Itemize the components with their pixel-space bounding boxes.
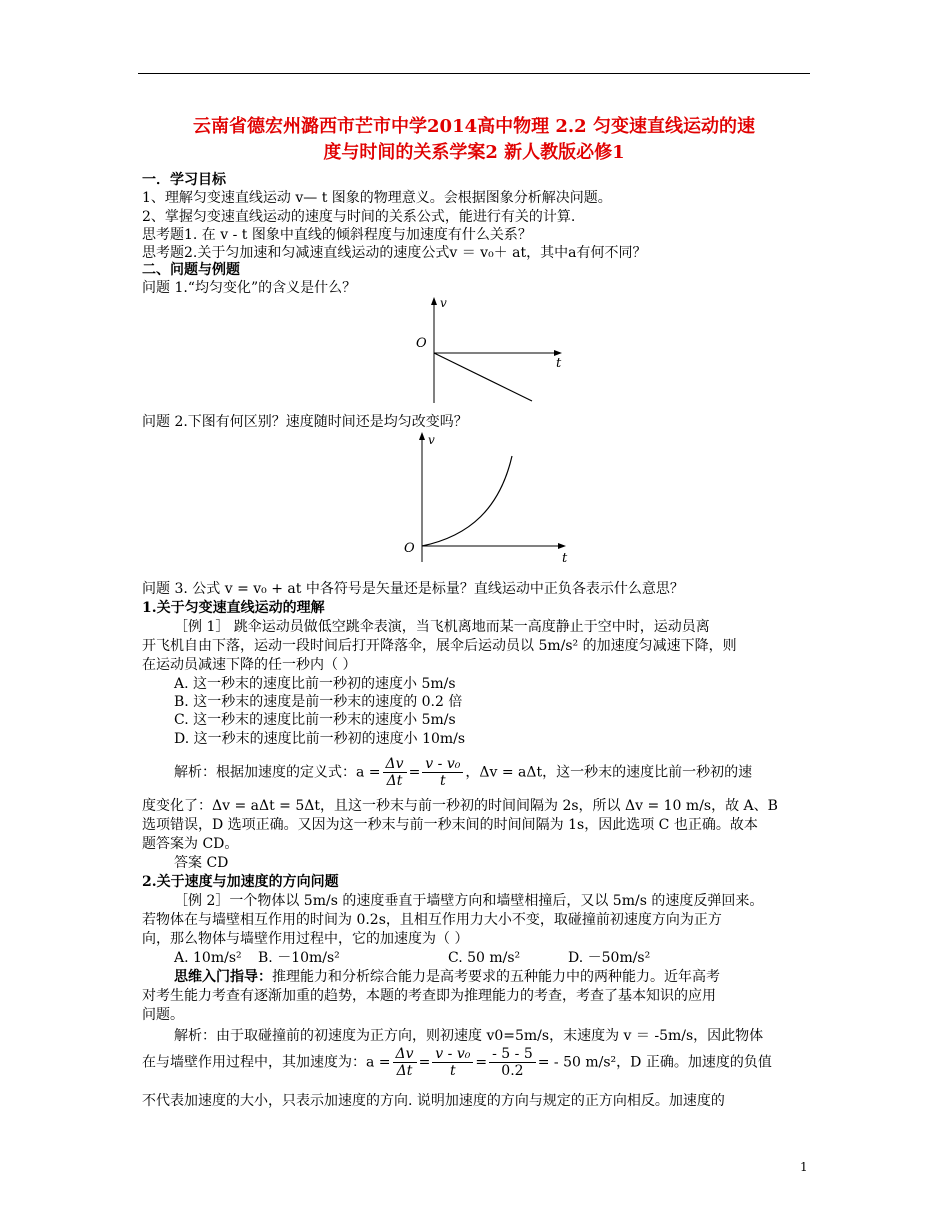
part-1-heading: 1.关于匀变速直线运动的理解	[142, 600, 325, 616]
fraction-numerator: Δv	[383, 756, 407, 773]
guide-label: 思维入门指导：	[174, 969, 272, 985]
header-rule	[138, 73, 810, 74]
fraction-numerator: Δv	[393, 1046, 417, 1063]
example-1-solution-4: 题答案为 CD。	[142, 836, 239, 852]
fraction-v-v0-t-2	[432, 1046, 473, 1079]
question-3: 问题 3. 公式 v = v₀ + at 中各符号是矢量还是标量？直线运动中正负各表示什么意思？	[142, 581, 684, 597]
example-1-solution-2: 度变化了：Δv = aΔt = 5Δt，且这一秒末与前一秒初的时间间隔为 2s，所以 Δv = 10 m/s，故 A、B	[142, 798, 778, 814]
section-heading-problems: 二、问题与例题	[142, 262, 240, 278]
fraction-denominator: Δt	[396, 1063, 413, 1079]
fraction-denominator: 0.2	[501, 1063, 524, 1079]
t-label-2: t	[562, 551, 568, 564]
example-2-option-a: A. 10m/s²	[174, 950, 242, 966]
example-1-line-2: 开飞机自由下落，运动一段时间后打开降落伞，展伞后运动员以 5m/s² 的加速度匀减速下降，则	[142, 638, 737, 654]
think-question-2: 思考题2.关于匀加速和匀减速直线运动的速度公式v ＝ v₀＋ at，其中a有何不同？	[142, 245, 647, 261]
example-1-option-a: A. 这一秒末的速度比前一秒初的速度小 5m/s	[174, 676, 456, 692]
guide-line-2: 对考生能力考查有逐渐加重的趋势，本题的考查即为推理能力的考查，考查了基本知识的应用	[142, 988, 716, 1004]
example-2-solution-2: 在与墙壁作用过程中，其加速度为：a = $\frac{\Delta v}{\Delta t}$ = $\frac{\text{v - v₀}}{t}$ = $\frac{- 5 - 5}{0.2}$ = - 50 m/s²，D 正确。加速度的负值	[142, 1046, 772, 1079]
solution-1-text-a: 解析：根据加速度的定义式：a =	[174, 764, 381, 781]
vt-graph-linear	[410, 295, 570, 405]
example-2-option-b: B. －10m/s²	[258, 950, 340, 966]
solution-2-text-a: 在与墙壁作用过程中，其加速度为：a =	[142, 1054, 391, 1071]
page-number: 1	[800, 1160, 808, 1174]
v-axis-arrow	[431, 297, 437, 305]
velocity-line	[434, 353, 532, 401]
example-1-solution-1: 解析：根据加速度的定义式：a = $\frac{\Delta v}{\Delta t}$ = $\frac{\text{v - v₀}}{t}$ ，Δv = aΔt，这一秒末的速度比前一秒初的速	[174, 756, 753, 789]
title-line-1: 云南省德宏州潞西市芒市中学2014高中物理 2.2 匀变速直线运动的速	[193, 116, 755, 137]
t-axis-arrow-2	[558, 543, 566, 549]
example-1-solution-3: 选项错误，D 选项正确。又因为这一秒末与前一秒末间的时间间隔为 1s，因此选项 C 也正确。故本	[142, 817, 758, 833]
example-2-solution-1: 解析：由于取碰撞前的初速度为正方向，则初速度 v0=5m/s，末速度为 v ＝ -5m/s，因此物体	[174, 1028, 764, 1044]
think-question-1: 思考题1. 在 v - t 图象中直线的倾斜程度与加速度有什么关系？	[142, 227, 532, 243]
goal-2: 2、掌握匀变速直线运动的速度与时间的关系公式，能进行有关的计算.	[142, 209, 576, 225]
velocity-curve	[422, 456, 512, 546]
v-label: v	[440, 296, 447, 310]
guide-text: 推理能力和分析综合能力是高考要求的五种能力中的两种能力。近年高考	[272, 969, 720, 985]
title-line-2: 度与时间的关系学案2 新人教版必修1	[323, 142, 625, 163]
fraction-denominator: t	[450, 1063, 456, 1079]
fraction-numerator: - 5 - 5	[489, 1046, 536, 1063]
example-1-option-c: C. 这一秒末的速度比前一秒末的速度小 5m/s	[174, 712, 456, 728]
v-label-2: v	[428, 433, 435, 447]
guide-line-1	[174, 968, 720, 986]
example-1-option-b: B. 这一秒末的速度是前一秒末的速度的 0.2 倍	[174, 694, 463, 710]
section-heading-goals: 一．学习目标	[142, 172, 226, 188]
fraction-numerator: v - v₀	[422, 756, 463, 773]
example-2-option-d: D. －50m/s²	[568, 950, 651, 966]
fraction-denominator: t	[440, 773, 446, 789]
question-2: 问题 2.下图有何区别？速度随时间还是均匀改变吗？	[142, 414, 468, 430]
goal-1: 1、理解匀变速直线运动 v— t 图象的物理意义。会根据图象分析解决问题。	[142, 190, 612, 206]
solution-1-text-b: ，Δv = aΔt，这一秒末的速度比前一秒初的速	[465, 764, 753, 781]
fraction-numerator: v - v₀	[432, 1046, 473, 1063]
document-title	[138, 114, 810, 166]
guide-line-3: 问题。	[142, 1007, 184, 1023]
question-1: 问题 1.“均匀变化”的含义是什么？	[142, 280, 357, 296]
example-1-answer: 答案 CD	[174, 855, 229, 871]
origin-label-2: O	[404, 541, 415, 556]
fraction-dv-dt-2	[393, 1046, 417, 1079]
part-2-heading: 2.关于速度与加速度的方向问题	[142, 874, 339, 890]
fraction-v-v0-t	[422, 756, 463, 789]
fraction-numeric	[489, 1046, 536, 1079]
example-2-line-2: 若物体在与墙壁相互作用的时间为 0.2s，且相互作用力大小不变，取碰撞前初速度方向为正方	[142, 912, 722, 928]
t-label: t	[556, 356, 562, 371]
example-2-line-3: 向，那么物体与墙壁作用过程中，它的加速度为（ ）	[142, 931, 469, 947]
example-1-option-d: D. 这一秒末的速度比前一秒初的速度小 10m/s	[174, 731, 466, 747]
example-1-line-3: 在运动员减速下降的任一秒内（ ）	[142, 657, 357, 673]
example-1-line-1: ［例 1］ 跳伞运动员做低空跳伞表演，当飞机离地而某一高度静止于空中时，运动员离	[174, 619, 710, 635]
solution-2-text-b: = - 50 m/s²，D 正确。加速度的负值	[537, 1054, 772, 1071]
fraction-dv-dt	[383, 756, 407, 789]
vt-graph-curve	[400, 428, 580, 564]
v-axis-arrow-2	[419, 432, 425, 440]
origin-label: O	[416, 336, 427, 351]
fraction-denominator: Δt	[386, 773, 403, 789]
example-2-option-c: C. 50 m/s²	[448, 950, 521, 966]
example-2-line-1: ［例 2］一个物体以 5m/s 的速度垂直于墙壁方向和墙壁相撞后，又以 5m/s 的速度反弹回来。	[174, 893, 764, 909]
example-2-solution-3: 不代表加速度的大小，只表示加速度的方向. 说明加速度的方向与规定的正方向相反。加速度的	[142, 1093, 725, 1109]
